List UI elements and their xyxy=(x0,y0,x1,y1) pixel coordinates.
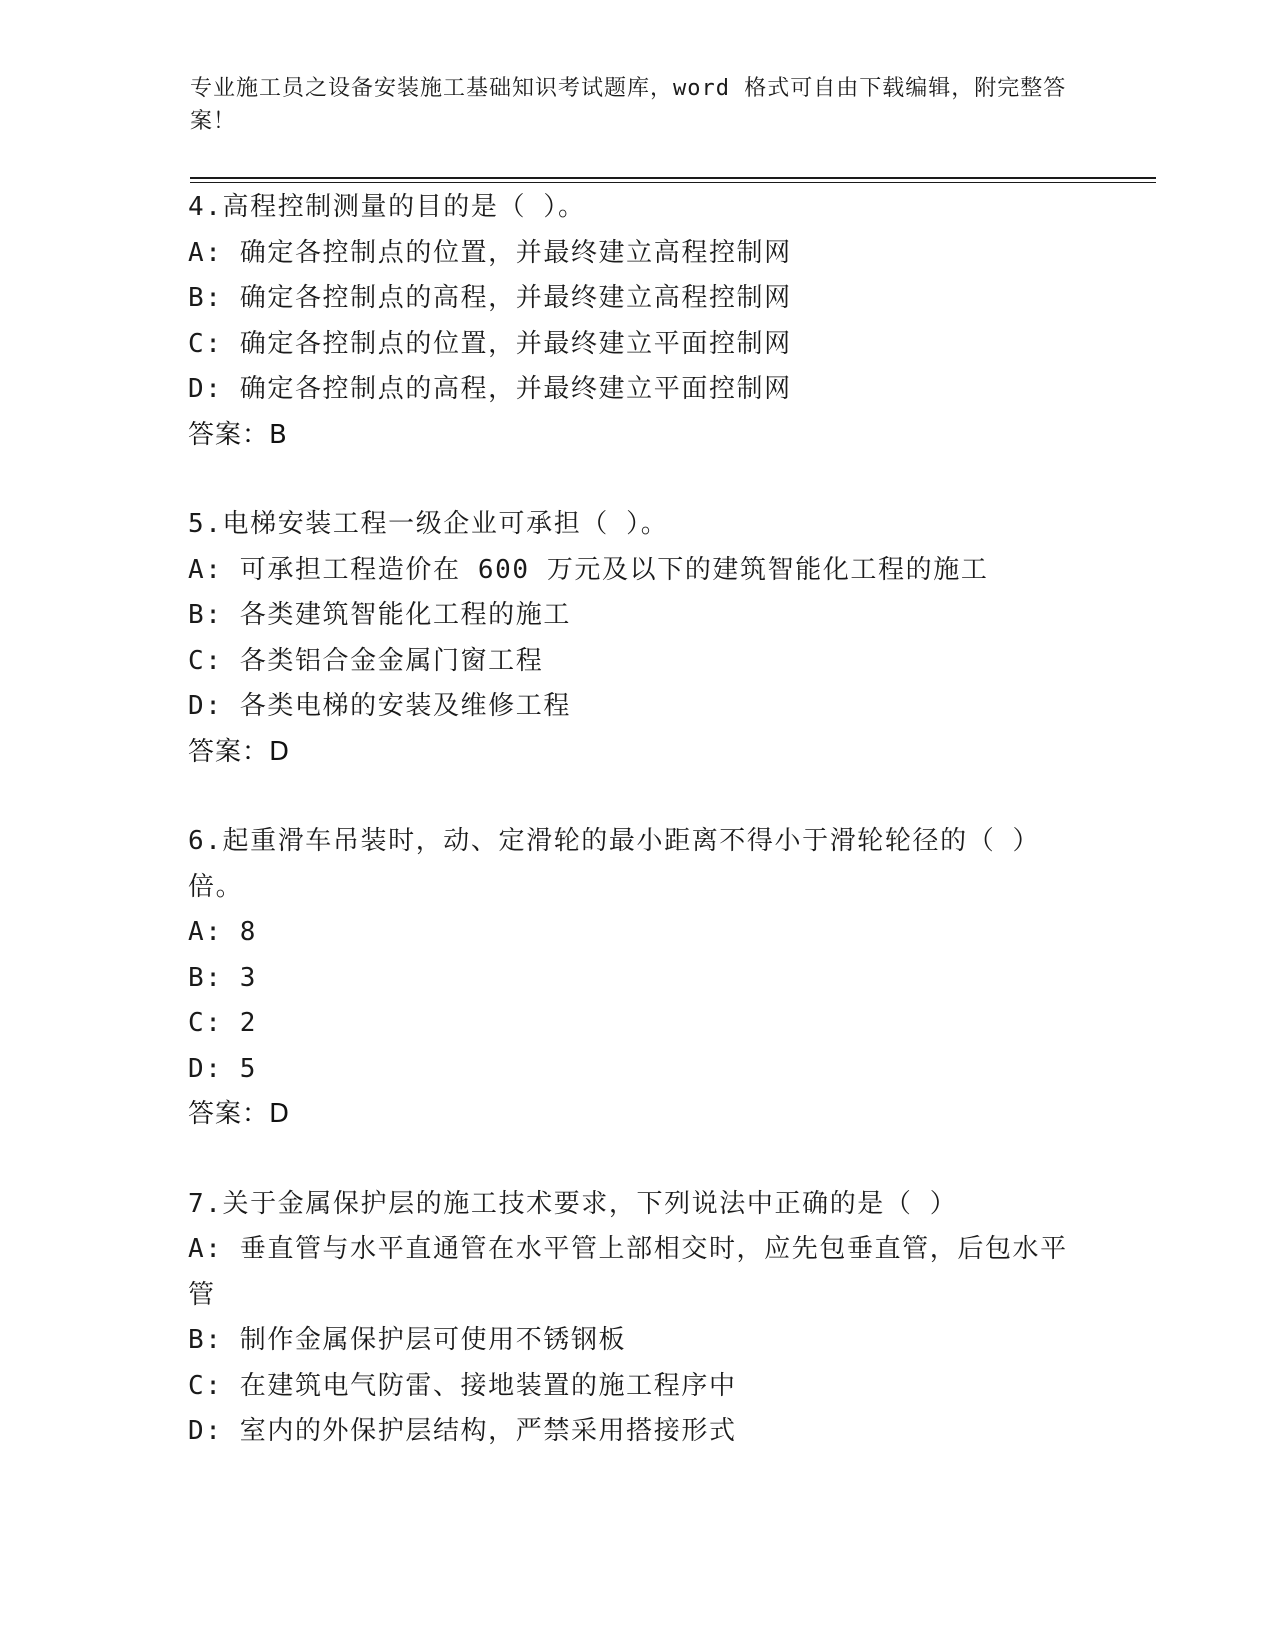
option-d: D: 确定各控制点的高程，并最终建立平面控制网 xyxy=(188,374,792,404)
option-b: B: 制作金属保护层可使用不锈钢板 xyxy=(188,1325,627,1355)
option-c: C: 2 xyxy=(188,1008,258,1038)
option-d: D: 室内的外保护层结构，严禁采用搭接形式 xyxy=(188,1416,737,1446)
option-d: D: 5 xyxy=(188,1053,258,1084)
header-divider-thin xyxy=(190,182,1156,183)
header-divider-thick xyxy=(190,177,1156,179)
question-7 xyxy=(188,1182,1088,1455)
answer-text: 答案：B xyxy=(188,419,288,450)
question-stem: 4.高程控制测量的目的是（ ）。 xyxy=(188,192,586,222)
option-d: D: 各类电梯的安装及维修工程 xyxy=(188,691,571,721)
option-a: A: 垂直管与水平直通管在水平管上部相交时，应先包垂直管，后包水平管 xyxy=(188,1234,1068,1310)
option-a: A: 可承担工程造价在 600 万元及以下的建筑智能化工程的施工 xyxy=(188,554,989,585)
question-list xyxy=(188,185,1088,1499)
question-stem: 6.起重滑车吊装时，动、定滑轮的最小距离不得小于滑轮轮径的（ ）倍。 xyxy=(188,826,1041,902)
question-stem: 5.电梯安装工程一级企业可承担（ ）。 xyxy=(188,509,669,539)
question-4 xyxy=(188,185,1088,458)
question-stem: 7.关于金属保护层的施工技术要求，下列说法中正确的是（ ） xyxy=(188,1188,958,1219)
option-a: A: 确定各控制点的位置，并最终建立高程控制网 xyxy=(188,237,792,268)
option-c: C: 各类铝合金金属门窗工程 xyxy=(188,645,544,676)
question-5 xyxy=(188,502,1088,775)
option-c: C: 确定各控制点的位置，并最终建立平面控制网 xyxy=(188,328,792,359)
question-6 xyxy=(188,819,1088,1138)
option-b: B: 各类建筑智能化工程的施工 xyxy=(188,600,571,630)
option-c: C: 在建筑电气防雷、接地装置的施工程序中 xyxy=(188,1370,737,1401)
option-b: B: 确定各控制点的高程，并最终建立高程控制网 xyxy=(188,283,792,313)
answer-text: 答案：D xyxy=(188,1099,291,1129)
answer-text: 答案：D xyxy=(188,736,291,767)
document-header: 专业施工员之设备安装施工基础知识考试题库，word 格式可自由下载编辑，附完整答案！ xyxy=(190,76,1067,134)
option-b: B: 3 xyxy=(188,962,258,993)
option-a: A: 8 xyxy=(188,917,258,947)
